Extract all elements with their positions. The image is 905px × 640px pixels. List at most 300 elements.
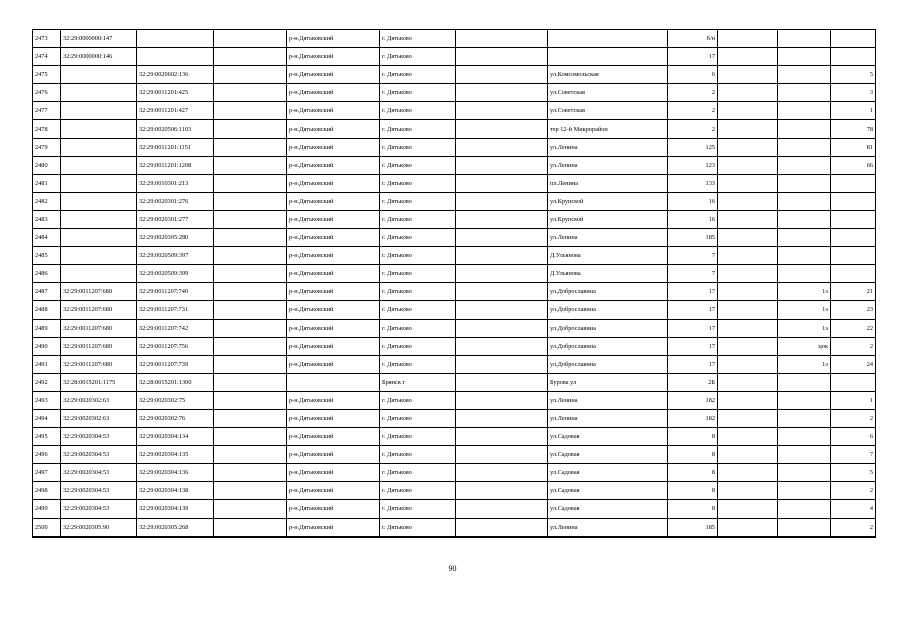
table-row xyxy=(33,102,876,120)
table-cell-street: ул.Доброславина xyxy=(548,319,668,337)
table-cell-blank1 xyxy=(214,500,287,518)
table-cell-blank3 xyxy=(718,192,778,210)
table-cell-blank1 xyxy=(214,120,287,138)
table-row xyxy=(33,428,876,446)
table-row xyxy=(33,138,876,156)
table-cell-cad-b: 32:29:0020602:136 xyxy=(137,66,214,84)
table-cell-cad-a xyxy=(61,174,137,192)
table-cell-blank1 xyxy=(214,518,287,537)
table-cell-blank2 xyxy=(456,174,548,192)
table-cell-blank2 xyxy=(456,66,548,84)
table-cell-street: ул.Ленина xyxy=(548,391,668,409)
table-cell-house: 17 xyxy=(668,48,718,66)
table-cell-blank2 xyxy=(456,265,548,283)
table-cell-apt: 3 xyxy=(831,84,876,102)
table-cell-town: г. Дятьково xyxy=(380,192,456,210)
table-cell-letter xyxy=(778,30,831,48)
table-cell-apt xyxy=(831,210,876,228)
table-cell-district: р-н.Дятьковский xyxy=(287,48,380,66)
table-cell-district: р-н.Дятьковский xyxy=(287,518,380,537)
table-cell-house: 182 xyxy=(668,409,718,427)
table-cell-blank3 xyxy=(718,30,778,48)
table-cell-letter xyxy=(778,391,831,409)
table-cell-town: Брянск г xyxy=(380,373,456,391)
table-row xyxy=(33,210,876,228)
table-cell-cad-b: 32:29:0020305:268 xyxy=(137,518,214,537)
table-cell-no: 2496 xyxy=(33,446,61,464)
table-cell-letter xyxy=(778,247,831,265)
table-cell-blank1 xyxy=(214,247,287,265)
table-cell-town: г. Дятьково xyxy=(380,66,456,84)
table-cell-no: 2498 xyxy=(33,482,61,500)
table-cell-town: г. Дятьково xyxy=(380,482,456,500)
table-cell-district: р-н.Дятьковский xyxy=(287,102,380,120)
table-cell-apt: 7 xyxy=(831,446,876,464)
table-cell-blank1 xyxy=(214,138,287,156)
table-row xyxy=(33,373,876,391)
table-cell-house: 17 xyxy=(668,319,718,337)
table-cell-cad-b xyxy=(137,48,214,66)
table-cell-apt: 81 xyxy=(831,138,876,156)
table-cell-blank2 xyxy=(456,229,548,247)
table-cell-district: р-н.Дятьковский xyxy=(287,409,380,427)
table-cell-cad-b: 32:29:0011201:425 xyxy=(137,84,214,102)
table-cell-town: г. Дятьково xyxy=(380,102,456,120)
table-cell-street: Д.Ульянова xyxy=(548,265,668,283)
table-cell-blank2 xyxy=(456,210,548,228)
table-cell-district: р-н.Дятьковский xyxy=(287,66,380,84)
table-cell-district: р-н.Дятьковский xyxy=(287,30,380,48)
table-cell-town: г. Дятьково xyxy=(380,500,456,518)
table-cell-house: 6 xyxy=(668,66,718,84)
table-cell-cad-b: 32:29:0020304:139 xyxy=(137,500,214,518)
table-cell-blank3 xyxy=(718,391,778,409)
table-cell-letter xyxy=(778,102,831,120)
table-cell-blank3 xyxy=(718,482,778,500)
table-cell-blank2 xyxy=(456,518,548,537)
table-cell-letter: 1э xyxy=(778,355,831,373)
table-cell-blank2 xyxy=(456,373,548,391)
table-cell-blank1 xyxy=(214,428,287,446)
table-cell-letter xyxy=(778,446,831,464)
table-cell-cad-b: 32:29:0020304:134 xyxy=(137,428,214,446)
table-cell-cad-b: 32:29:0011207:739 xyxy=(137,355,214,373)
table-cell-cad-a: 32:28:0015201:1175 xyxy=(61,373,137,391)
table-cell-letter xyxy=(778,500,831,518)
table-cell-blank1 xyxy=(214,301,287,319)
table-cell-blank1 xyxy=(214,156,287,174)
table-cell-cad-b: 32:29:0020506:1103 xyxy=(137,120,214,138)
table-row xyxy=(33,156,876,174)
table-cell-blank2 xyxy=(456,482,548,500)
table-cell-district: р-н.Дятьковский xyxy=(287,446,380,464)
table-row xyxy=(33,500,876,518)
table-row xyxy=(33,265,876,283)
table-cell-no: 2489 xyxy=(33,319,61,337)
table-cell-cad-b: 32:29:0011201:1208 xyxy=(137,156,214,174)
table-cell-town: г. Дятьково xyxy=(380,319,456,337)
table-cell-letter: 1э xyxy=(778,301,831,319)
table-cell-town: г. Дятьково xyxy=(380,337,456,355)
table-cell-no: 2492 xyxy=(33,373,61,391)
table-cell-apt: 78 xyxy=(831,120,876,138)
table-cell-cad-b xyxy=(137,30,214,48)
table-cell-cad-a xyxy=(61,229,137,247)
table-cell-no: 2486 xyxy=(33,265,61,283)
table-cell-no: 2490 xyxy=(33,337,61,355)
table-cell-street: ул.Доброславина xyxy=(548,337,668,355)
table-cell-letter xyxy=(778,265,831,283)
table-cell-district: р-н.Дятьковский xyxy=(287,84,380,102)
table-cell-blank3 xyxy=(718,337,778,355)
table-row xyxy=(33,518,876,537)
table-cell-blank3 xyxy=(718,409,778,427)
table-row xyxy=(33,391,876,409)
table-cell-blank2 xyxy=(456,120,548,138)
table-row xyxy=(33,409,876,427)
table-cell-cad-a xyxy=(61,138,137,156)
table-cell-district: р-н.Дятьковский xyxy=(287,229,380,247)
table-cell-town: г. Дятьково xyxy=(380,464,456,482)
table-cell-apt: 4 xyxy=(831,500,876,518)
table-cell-house: 17 xyxy=(668,337,718,355)
table-cell-cad-a: 32:29:0011207:680 xyxy=(61,301,137,319)
table-cell-no: 2491 xyxy=(33,355,61,373)
table-cell-street: ул.Садовая xyxy=(548,446,668,464)
table-cell-cad-a xyxy=(61,120,137,138)
table-cell-cad-a: 32:29:0011207:680 xyxy=(61,319,137,337)
table-cell-district: р-н.Дятьковский xyxy=(287,138,380,156)
table-cell-cad-a xyxy=(61,265,137,283)
table-cell-cad-b: 32:29:0020301:277 xyxy=(137,210,214,228)
table-cell-house: 8 xyxy=(668,482,718,500)
table-cell-cad-b: 32:29:0020301:276 xyxy=(137,192,214,210)
table-row xyxy=(33,319,876,337)
table-cell-cad-a xyxy=(61,84,137,102)
table-cell-street: ул.Ленина xyxy=(548,518,668,537)
table-cell-blank3 xyxy=(718,247,778,265)
table-cell-no: 2477 xyxy=(33,102,61,120)
table-row xyxy=(33,464,876,482)
table-cell-district: р-н.Дятьковский xyxy=(287,247,380,265)
table-cell-apt: 5 xyxy=(831,464,876,482)
table-cell-cad-a xyxy=(61,210,137,228)
table-cell-blank3 xyxy=(718,500,778,518)
table-cell-no: 2499 xyxy=(33,500,61,518)
table-cell-street: ул.Ленина xyxy=(548,156,668,174)
table-cell-cad-a xyxy=(61,66,137,84)
table-cell-letter: 1э xyxy=(778,319,831,337)
table-cell-cad-b: 32:29:0010301:213 xyxy=(137,174,214,192)
table-cell-house: 8 xyxy=(668,500,718,518)
table-cell-blank3 xyxy=(718,518,778,537)
table-cell-district: р-н.Дятьковский xyxy=(287,283,380,301)
table-cell-no: 2488 xyxy=(33,301,61,319)
table-cell-town: г. Дятьково xyxy=(380,518,456,537)
table-cell-cad-b: 32:29:0011201:427 xyxy=(137,102,214,120)
table-cell-blank1 xyxy=(214,409,287,427)
table-cell-town: г. Дятьково xyxy=(380,30,456,48)
table-cell-letter xyxy=(778,120,831,138)
table-cell-cad-b: 32:29:0020509:397 xyxy=(137,247,214,265)
table-cell-town: г. Дятьково xyxy=(380,247,456,265)
table-row xyxy=(33,66,876,84)
table-cell-house: 182 xyxy=(668,391,718,409)
table-cell-street: Д.Ульянова xyxy=(548,247,668,265)
table-cell-cad-b: 32:29:0020509:399 xyxy=(137,265,214,283)
table-cell-apt: 21 xyxy=(831,283,876,301)
table-cell-blank2 xyxy=(456,337,548,355)
table-row xyxy=(33,84,876,102)
table-cell-no: 2474 xyxy=(33,48,61,66)
table-cell-cad-a: 32:29:0000000:147 xyxy=(61,30,137,48)
table-cell-house: 8 xyxy=(668,446,718,464)
table-cell-blank1 xyxy=(214,48,287,66)
table-cell-letter xyxy=(778,518,831,537)
table-cell-blank2 xyxy=(456,84,548,102)
table-cell-letter xyxy=(778,138,831,156)
table-cell-blank1 xyxy=(214,464,287,482)
table-cell-no: 2478 xyxy=(33,120,61,138)
table-cell-blank2 xyxy=(456,30,548,48)
table-cell-blank3 xyxy=(718,373,778,391)
table-cell-house: 185 xyxy=(668,229,718,247)
table-cell-district: р-н.Дятьковский xyxy=(287,192,380,210)
table-cell-house: 17 xyxy=(668,283,718,301)
table-cell-no: 2475 xyxy=(33,66,61,84)
table-row xyxy=(33,229,876,247)
table-cell-street: ул.Доброславина xyxy=(548,355,668,373)
table-cell-blank1 xyxy=(214,66,287,84)
table-cell-blank2 xyxy=(456,500,548,518)
table-cell-street: ул.Доброславина xyxy=(548,283,668,301)
table-cell-cad-a: 32:29:0020305:90 xyxy=(61,518,137,537)
table-cell-letter xyxy=(778,229,831,247)
table-cell-cad-a: 32:29:0020302:63 xyxy=(61,409,137,427)
table-cell-no: 2494 xyxy=(33,409,61,427)
table-cell-district: р-н.Дятьковский xyxy=(287,337,380,355)
table-cell-blank1 xyxy=(214,283,287,301)
table-cell-blank2 xyxy=(456,102,548,120)
table-cell-street: ул.Ленина xyxy=(548,409,668,427)
table-cell-house: 125 xyxy=(668,138,718,156)
table-cell-blank3 xyxy=(718,355,778,373)
table-cell-cad-a: 32:29:0011207:680 xyxy=(61,337,137,355)
table-cell-town: г. Дятьково xyxy=(380,138,456,156)
table-cell-blank3 xyxy=(718,102,778,120)
table-cell-town: г. Дятьково xyxy=(380,428,456,446)
table-cell-house: 16 xyxy=(668,192,718,210)
table-cell-apt xyxy=(831,265,876,283)
table-cell-letter: 1э xyxy=(778,283,831,301)
table-cell-street xyxy=(548,48,668,66)
table-cell-town: г. Дятьково xyxy=(380,210,456,228)
table-cell-apt: 22 xyxy=(831,319,876,337)
table-row xyxy=(33,301,876,319)
table-cell-cad-a: 32:29:0000000:146 xyxy=(61,48,137,66)
table-cell-blank1 xyxy=(214,174,287,192)
table-cell-blank3 xyxy=(718,283,778,301)
table-cell-apt: 5 xyxy=(831,66,876,84)
table-cell-house: 123 xyxy=(668,156,718,174)
table-cell-no: 2493 xyxy=(33,391,61,409)
table-cell-house: 17 xyxy=(668,355,718,373)
table-cell-apt xyxy=(831,174,876,192)
table-cell-blank3 xyxy=(718,138,778,156)
table-cell-blank3 xyxy=(718,48,778,66)
table-cell-house: 185 xyxy=(668,518,718,537)
table-cell-town: г. Дятьково xyxy=(380,120,456,138)
table-cell-apt: 6 xyxy=(831,428,876,446)
table-cell-street: Бурова ул xyxy=(548,373,668,391)
table-cell-letter xyxy=(778,84,831,102)
table-cell-district: р-н.Дятьковский xyxy=(287,265,380,283)
table-cell-blank2 xyxy=(456,283,548,301)
table-cell-street: ул.Советская xyxy=(548,102,668,120)
table-cell-cad-b: 32:29:0020304:136 xyxy=(137,464,214,482)
table-cell-blank3 xyxy=(718,210,778,228)
table-cell-cad-b: 32:29:0011201:1151 xyxy=(137,138,214,156)
table-cell-blank3 xyxy=(718,265,778,283)
table-cell-blank2 xyxy=(456,301,548,319)
table-cell-district: р-н.Дятьковский xyxy=(287,391,380,409)
table-cell-blank3 xyxy=(718,446,778,464)
table-cell-apt: 23 xyxy=(831,301,876,319)
table-cell-district xyxy=(287,373,380,391)
table-cell-town: г. Дятьково xyxy=(380,48,456,66)
table-cell-cad-a: 32:29:0020304:53 xyxy=(61,464,137,482)
table-cell-letter xyxy=(778,156,831,174)
table-cell-cad-b: 32:29:0011207:740 xyxy=(137,283,214,301)
table-cell-blank1 xyxy=(214,102,287,120)
table-cell-blank1 xyxy=(214,355,287,373)
table-cell-blank2 xyxy=(456,409,548,427)
table-cell-house: б/н xyxy=(668,30,718,48)
table-cell-house: 8 xyxy=(668,428,718,446)
table-row xyxy=(33,355,876,373)
table-cell-town: г. Дятьково xyxy=(380,229,456,247)
table-cell-blank1 xyxy=(214,265,287,283)
table-cell-district: р-н.Дятьковский xyxy=(287,428,380,446)
table-cell-cad-b: 32:29:0011207:756 xyxy=(137,337,214,355)
table-cell-town: г. Дятьково xyxy=(380,391,456,409)
table-cell-district: р-н.Дятьковский xyxy=(287,174,380,192)
registry-table xyxy=(32,29,876,538)
table-cell-house: 17 xyxy=(668,301,718,319)
table-cell-no: 2481 xyxy=(33,174,61,192)
table-cell-town: г. Дятьково xyxy=(380,409,456,427)
table-cell-blank2 xyxy=(456,391,548,409)
table-cell-district: р-н.Дятьковский xyxy=(287,120,380,138)
table-cell-house: 2 xyxy=(668,102,718,120)
table-cell-apt xyxy=(831,192,876,210)
table-row xyxy=(33,30,876,48)
table-cell-blank1 xyxy=(214,84,287,102)
table-cell-blank3 xyxy=(718,464,778,482)
table-cell-blank1 xyxy=(214,319,287,337)
table-cell-district: р-н.Дятьковский xyxy=(287,210,380,228)
table-cell-no: 2482 xyxy=(33,192,61,210)
table-cell-district: р-н.Дятьковский xyxy=(287,156,380,174)
table-cell-town: г. Дятьково xyxy=(380,156,456,174)
table-cell-street: ул.Доброславина xyxy=(548,301,668,319)
table-cell-blank3 xyxy=(718,120,778,138)
table-cell-blank1 xyxy=(214,446,287,464)
table-cell-district: р-н.Дятьковский xyxy=(287,301,380,319)
table-cell-blank3 xyxy=(718,428,778,446)
table-cell-cad-a xyxy=(61,102,137,120)
table-cell-blank2 xyxy=(456,138,548,156)
table-cell-district: р-н.Дятьковский xyxy=(287,319,380,337)
table-cell-blank2 xyxy=(456,446,548,464)
table-cell-blank2 xyxy=(456,428,548,446)
table-cell-street: пл.Ленина xyxy=(548,174,668,192)
table-cell-blank3 xyxy=(718,301,778,319)
table-cell-apt: 2 xyxy=(831,482,876,500)
table-cell-cad-b: 32:29:0020305:280 xyxy=(137,229,214,247)
table-cell-street: ул.Крупской xyxy=(548,192,668,210)
table-cell-cad-b: 32:28:0015201:1300 xyxy=(137,373,214,391)
table-cell-blank1 xyxy=(214,391,287,409)
table-cell-house: 2 xyxy=(668,84,718,102)
table-row xyxy=(33,174,876,192)
table-cell-blank2 xyxy=(456,247,548,265)
table-cell-no: 2485 xyxy=(33,247,61,265)
table-cell-apt: 1 xyxy=(831,391,876,409)
table-cell-blank1 xyxy=(214,192,287,210)
table-cell-letter xyxy=(778,174,831,192)
table-cell-apt xyxy=(831,229,876,247)
table-cell-blank3 xyxy=(718,229,778,247)
table-cell-blank3 xyxy=(718,84,778,102)
table-cell-letter xyxy=(778,409,831,427)
table-cell-town: г. Дятьково xyxy=(380,446,456,464)
table-cell-apt: 2 xyxy=(831,518,876,537)
table-cell-no: 2495 xyxy=(33,428,61,446)
table-cell-letter xyxy=(778,48,831,66)
table-cell-apt: 2 xyxy=(831,337,876,355)
table-cell-house: 133 xyxy=(668,174,718,192)
table-cell-street: ул.Советская xyxy=(548,84,668,102)
table-cell-blank3 xyxy=(718,66,778,84)
table-cell-cad-a: 32:29:0011207:680 xyxy=(61,355,137,373)
table-row xyxy=(33,192,876,210)
table-cell-house: 7 xyxy=(668,247,718,265)
table-cell-cad-b: 32:29:0011207:731 xyxy=(137,301,214,319)
table-cell-house: 8 xyxy=(668,464,718,482)
table-cell-letter xyxy=(778,428,831,446)
table-cell-apt xyxy=(831,373,876,391)
table-cell-house: 16 xyxy=(668,210,718,228)
table-cell-street: ул.Ленина xyxy=(548,138,668,156)
table-cell-district: р-н.Дятьковский xyxy=(287,464,380,482)
table-cell-town: г. Дятьково xyxy=(380,174,456,192)
table-cell-town: г. Дятьково xyxy=(380,283,456,301)
table-cell-no: 2484 xyxy=(33,229,61,247)
table-cell-no: 2476 xyxy=(33,84,61,102)
table-cell-letter xyxy=(778,373,831,391)
table-cell-cad-a xyxy=(61,247,137,265)
table-cell-district: р-н.Дятьковский xyxy=(287,500,380,518)
table-row xyxy=(33,120,876,138)
table-cell-blank3 xyxy=(718,174,778,192)
table-cell-street: тер 12-й Микрорайон xyxy=(548,120,668,138)
table-cell-district: р-н.Дятьковский xyxy=(287,355,380,373)
table-cell-town: г. Дятьково xyxy=(380,265,456,283)
table-cell-apt: 66 xyxy=(831,156,876,174)
table-cell-street: ул.Садовая xyxy=(548,464,668,482)
table-cell-cad-a: 32:29:0020304:53 xyxy=(61,446,137,464)
